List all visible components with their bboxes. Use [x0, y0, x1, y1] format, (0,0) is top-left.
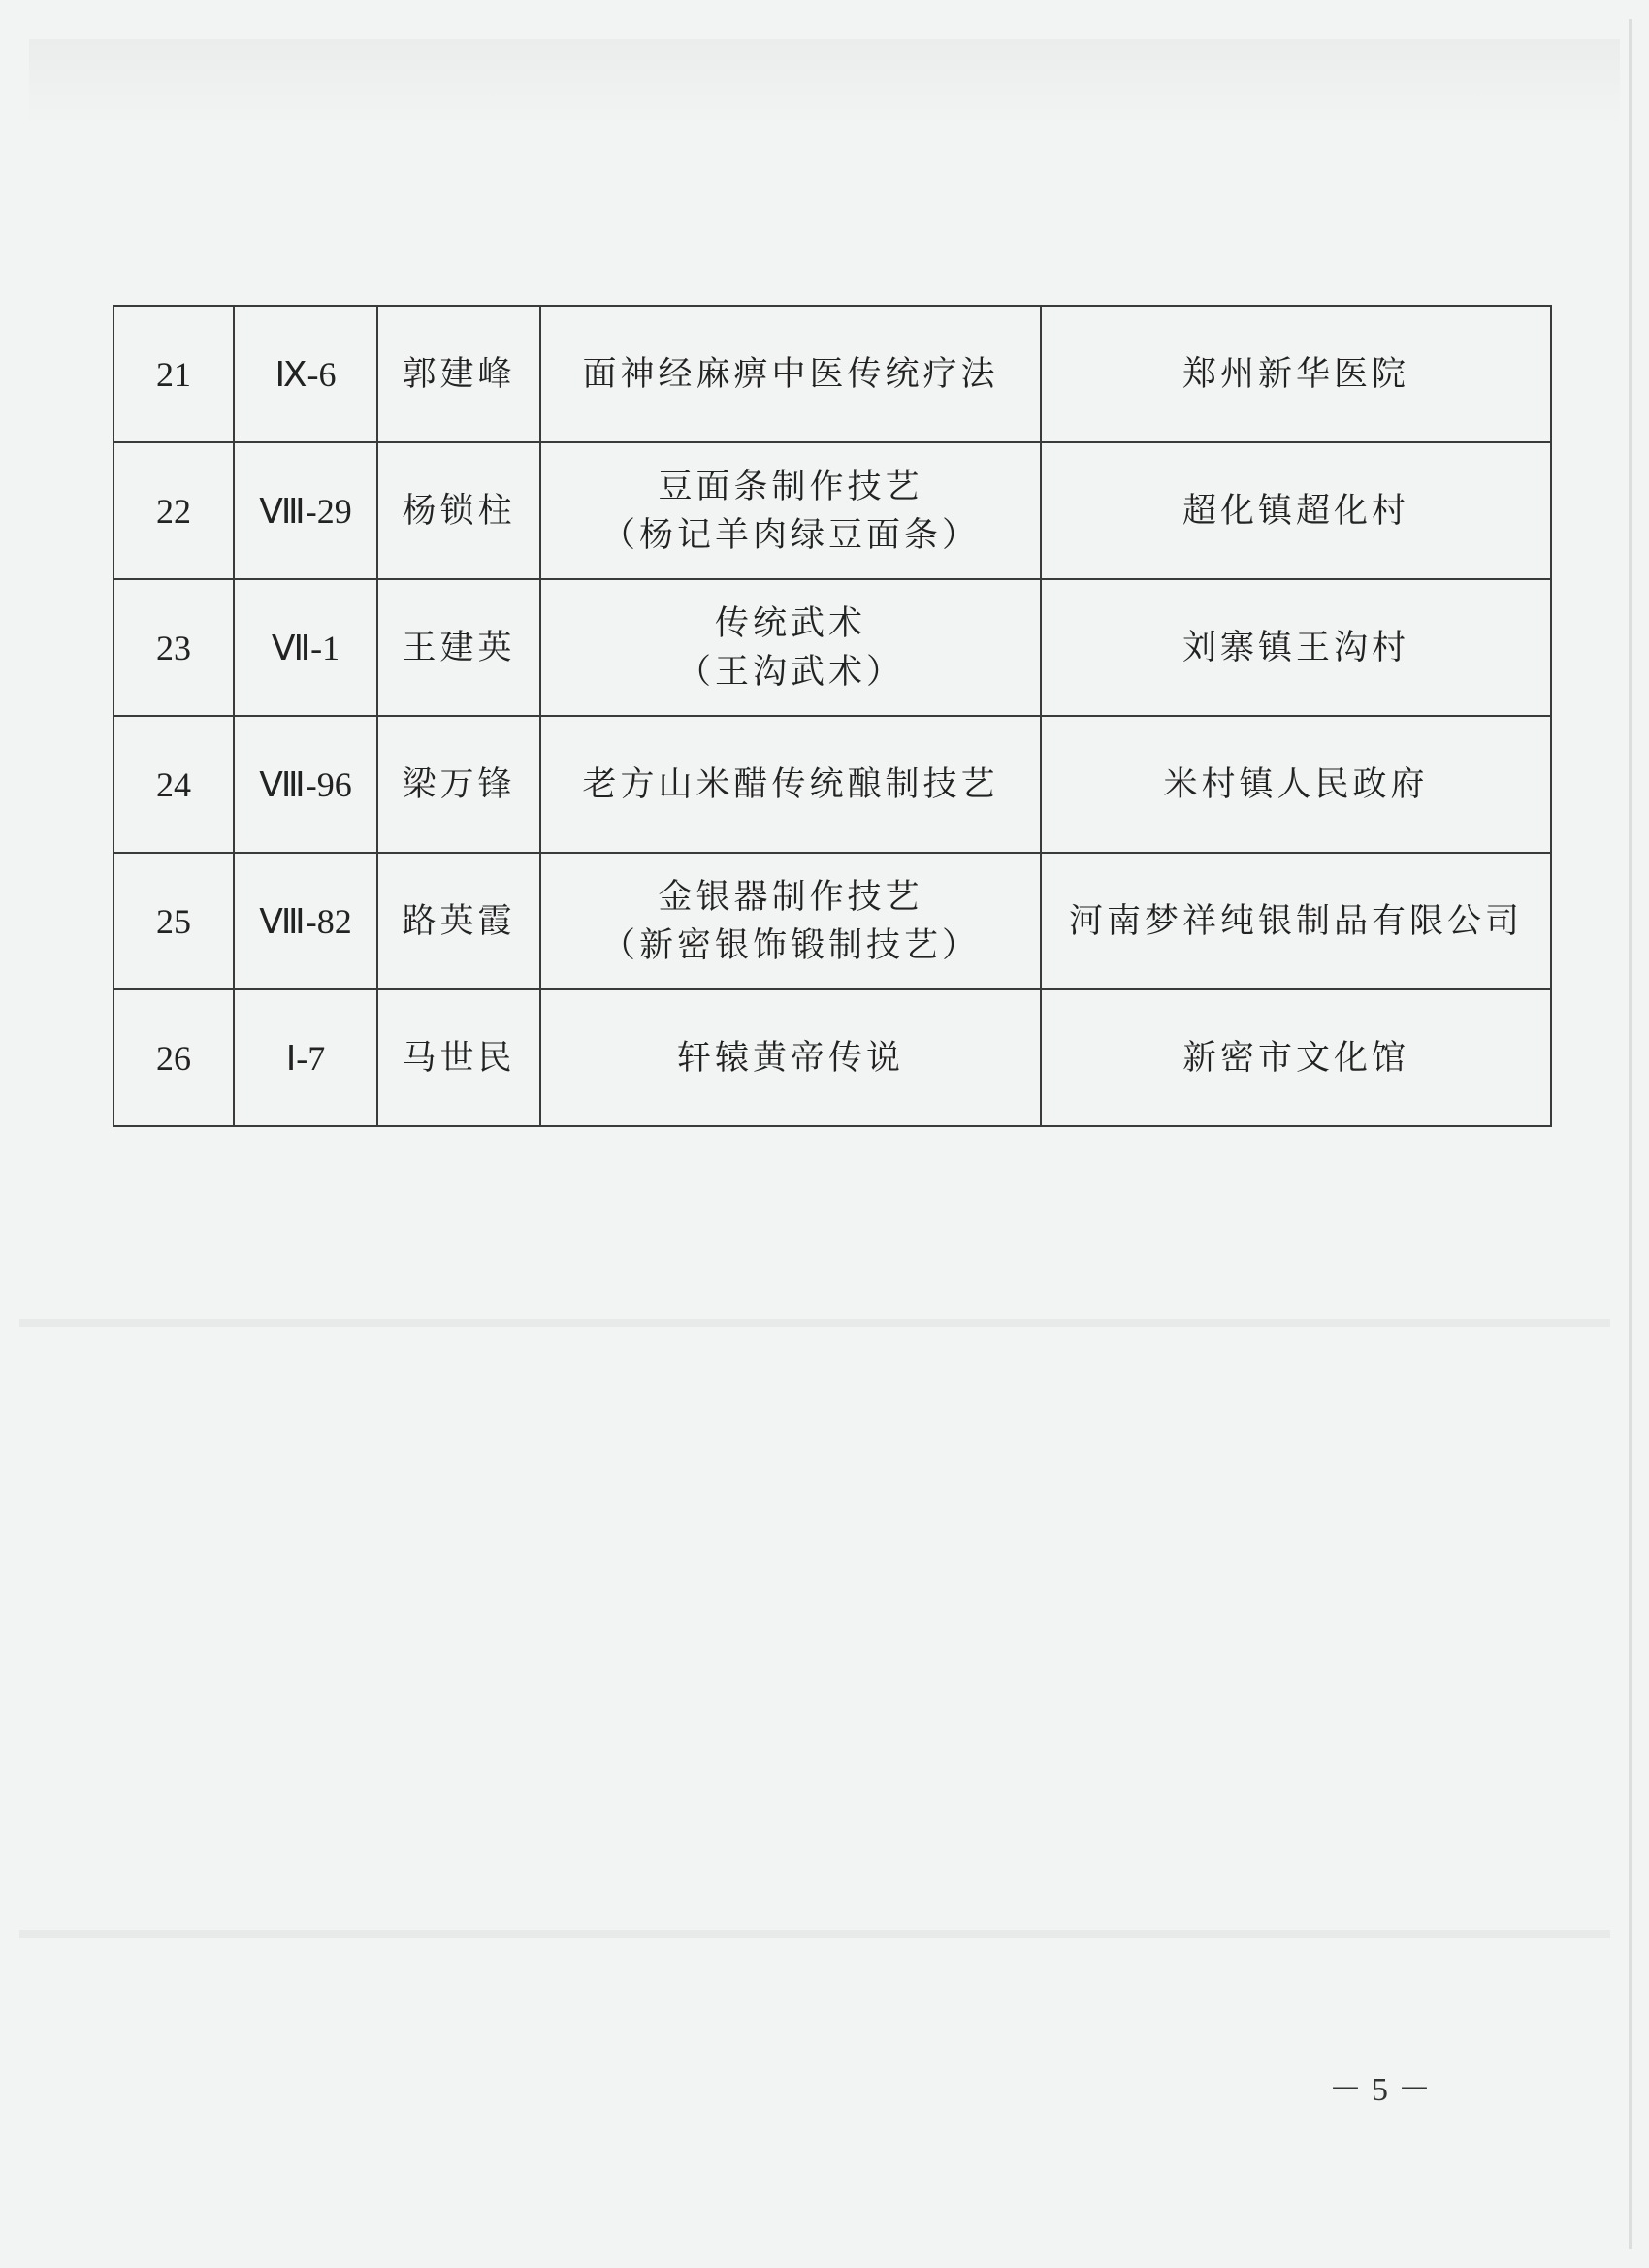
project-code: Ⅷ-82	[234, 853, 377, 989]
row-number: 26	[113, 989, 234, 1126]
project-code: Ⅰ-7	[234, 989, 377, 1126]
scan-shadow-top	[29, 39, 1620, 126]
table-row	[113, 579, 1551, 716]
project-name	[540, 579, 1041, 716]
project-code: Ⅸ-6	[234, 306, 377, 442]
row-number: 24	[113, 716, 234, 853]
project-name-subtitle: （杨记羊肉绿豆面条）	[600, 515, 980, 555]
project-name	[540, 306, 1041, 442]
table-row	[113, 442, 1551, 579]
project-code: Ⅶ-1	[234, 579, 377, 716]
inheritor-name: 马世民	[377, 989, 540, 1126]
inheritor-name: 梁万锋	[377, 716, 540, 853]
project-name-subtitle: （王沟武术）	[676, 652, 904, 692]
project-code: Ⅷ-96	[234, 716, 377, 853]
inheritor-name: 王建英	[377, 579, 540, 716]
table-row	[113, 306, 1551, 442]
inheritor-table	[113, 305, 1552, 1127]
project-name-line: 老方山米醋传统酿制技艺	[582, 764, 999, 804]
protection-unit: 新密市文化馆	[1041, 989, 1551, 1126]
protection-unit: 郑州新华医院	[1041, 306, 1551, 442]
project-name-line: 金银器制作技艺	[658, 877, 923, 917]
inheritor-name: 路英霞	[377, 853, 540, 989]
inheritor-name: 杨锁柱	[377, 442, 540, 579]
inheritor-name: 郭建峰	[377, 306, 540, 442]
project-code: Ⅷ-29	[234, 442, 377, 579]
protection-unit: 河南梦祥纯银制品有限公司	[1041, 853, 1551, 989]
scan-edge-right	[1629, 19, 1632, 2249]
row-number: 23	[113, 579, 234, 716]
project-name	[540, 989, 1041, 1126]
project-name	[540, 853, 1041, 989]
table-row	[113, 989, 1551, 1126]
protection-unit: 超化镇超化村	[1041, 442, 1551, 579]
row-number: 22	[113, 442, 234, 579]
protection-unit: 刘寨镇王沟村	[1041, 579, 1551, 716]
row-number: 25	[113, 853, 234, 989]
row-number: 21	[113, 306, 234, 442]
project-name-subtitle: （新密银饰锻制技艺）	[600, 925, 980, 965]
project-name-line: 轩辕黄帝传说	[676, 1038, 904, 1078]
page-number: －5－	[1329, 2072, 1440, 2108]
project-name	[540, 442, 1041, 579]
project-name	[540, 716, 1041, 853]
protection-unit: 米村镇人民政府	[1041, 716, 1551, 853]
scan-band	[19, 1930, 1610, 1938]
project-name-line: 传统武术	[714, 603, 866, 643]
scan-band	[19, 1319, 1610, 1327]
project-name-line: 面神经麻痹中医传统疗法	[582, 354, 999, 394]
table-row	[113, 716, 1551, 853]
project-name-line: 豆面条制作技艺	[658, 467, 923, 506]
table-row	[113, 853, 1551, 989]
